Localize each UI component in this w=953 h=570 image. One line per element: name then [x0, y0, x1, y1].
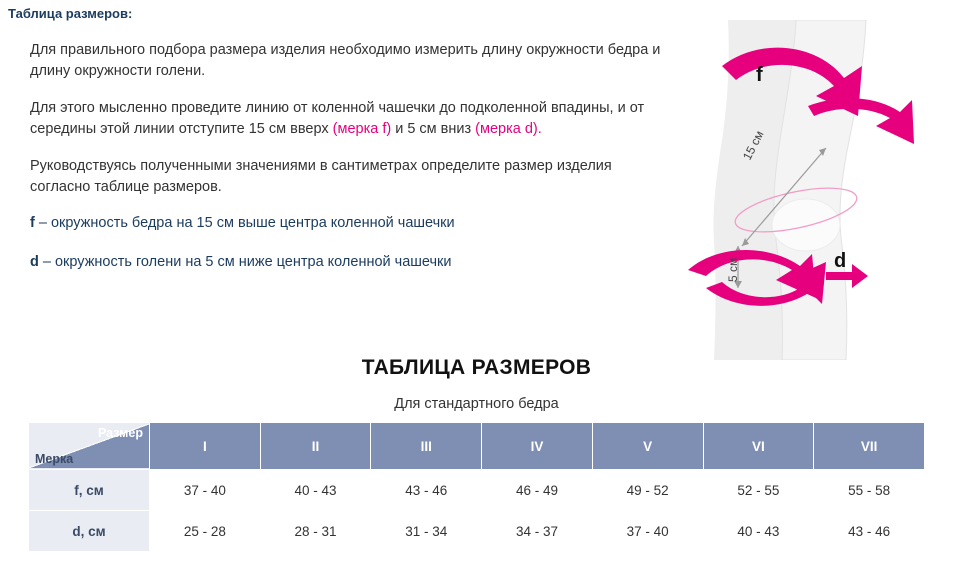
label-f: f: [756, 64, 763, 86]
page-title: Таблица размеров:: [8, 6, 133, 21]
definition-d-text: – окружность голени на 5 см ниже центра коленной чашечки: [38, 254, 452, 271]
definition-d-symbol: d: [30, 254, 39, 271]
row-label-d: d, см: [29, 511, 150, 552]
leg-measurement-illustration: [676, 20, 946, 360]
table-row: [29, 511, 925, 552]
size-header-2: II: [260, 423, 371, 470]
measure-d-note: (мерка d).: [475, 120, 542, 137]
cell-f-5: 49 - 52: [592, 470, 703, 511]
cell-d-6: 40 - 43: [703, 511, 814, 552]
measure-f-note: (мерка f): [332, 120, 392, 137]
kneecap-shape: [772, 199, 840, 251]
leg-diagram-svg: [676, 20, 946, 360]
instruction-paragraph-2: [30, 98, 670, 139]
size-header-3: III: [371, 423, 482, 470]
definition-f-symbol: f: [30, 215, 35, 232]
instruction-paragraph-3: [30, 156, 670, 197]
instruction-paragraph-1: [30, 40, 670, 81]
size-header-7: VII: [814, 423, 925, 470]
corner-inner: [29, 424, 149, 468]
definition-f-text: – окружность бедра на 15 см выше центра коленной чашечки: [34, 215, 455, 232]
paragraph-1-text: Для правильного подбора размера изделия необходимо измерить длину окружности бедра и длину окружности голени.: [30, 42, 661, 79]
dimension-label-5cm: 5 см: [726, 257, 740, 282]
table-corner-cell: [29, 423, 150, 470]
size-header-4: IV: [482, 423, 593, 470]
cell-d-7: 43 - 46: [814, 511, 925, 552]
table-subtitle: Для стандартного бедра: [394, 396, 559, 412]
corner-label-size: Размер: [97, 426, 143, 440]
paragraph-3-text: Руководствуясь полученными значениями в сантиметрах определите размер изделия согласно таблице размеров.: [30, 158, 612, 195]
cell-d-5: 37 - 40: [592, 511, 703, 552]
label-d: d: [834, 250, 847, 272]
corner-label-measure: Мерка: [35, 452, 74, 466]
cell-d-4: 34 - 37: [482, 511, 593, 552]
definition-f: [30, 214, 670, 233]
size-table-header-row: [29, 423, 925, 470]
cell-f-2: 40 - 43: [260, 470, 371, 511]
row-label-f: f, см: [29, 470, 150, 511]
cell-f-7: 55 - 58: [814, 470, 925, 511]
definitions-list: [30, 214, 670, 272]
size-header-6: VI: [703, 423, 814, 470]
paragraph-2-text-part-1: Для этого мысленно проведите линию от коленной чашечки до подколенной впадины, и от середины этой линии отступите 15 см вверх: [30, 100, 645, 137]
size-table-head: [29, 423, 925, 470]
size-header-1: I: [150, 423, 261, 470]
cell-f-4: 46 - 49: [482, 470, 593, 511]
cell-f-6: 52 - 55: [703, 470, 814, 511]
table-title: ТАБЛИЦА РАЗМЕРОВ: [361, 356, 592, 379]
table-row: [29, 470, 925, 511]
cell-d-1: 25 - 28: [150, 511, 261, 552]
cell-f-3: 43 - 46: [371, 470, 482, 511]
dimension-label-15cm: 15 см: [740, 128, 767, 163]
cell-f-1: 37 - 40: [150, 470, 261, 511]
size-table: [28, 422, 925, 552]
size-table-body: [29, 470, 925, 552]
instructions-block: [30, 40, 670, 292]
definition-d: [30, 253, 670, 272]
cell-d-2: 28 - 31: [260, 511, 371, 552]
size-header-5: V: [592, 423, 703, 470]
paragraph-2-text-part-2: и 5 см вниз: [391, 120, 476, 137]
cell-d-3: 31 - 34: [371, 511, 482, 552]
